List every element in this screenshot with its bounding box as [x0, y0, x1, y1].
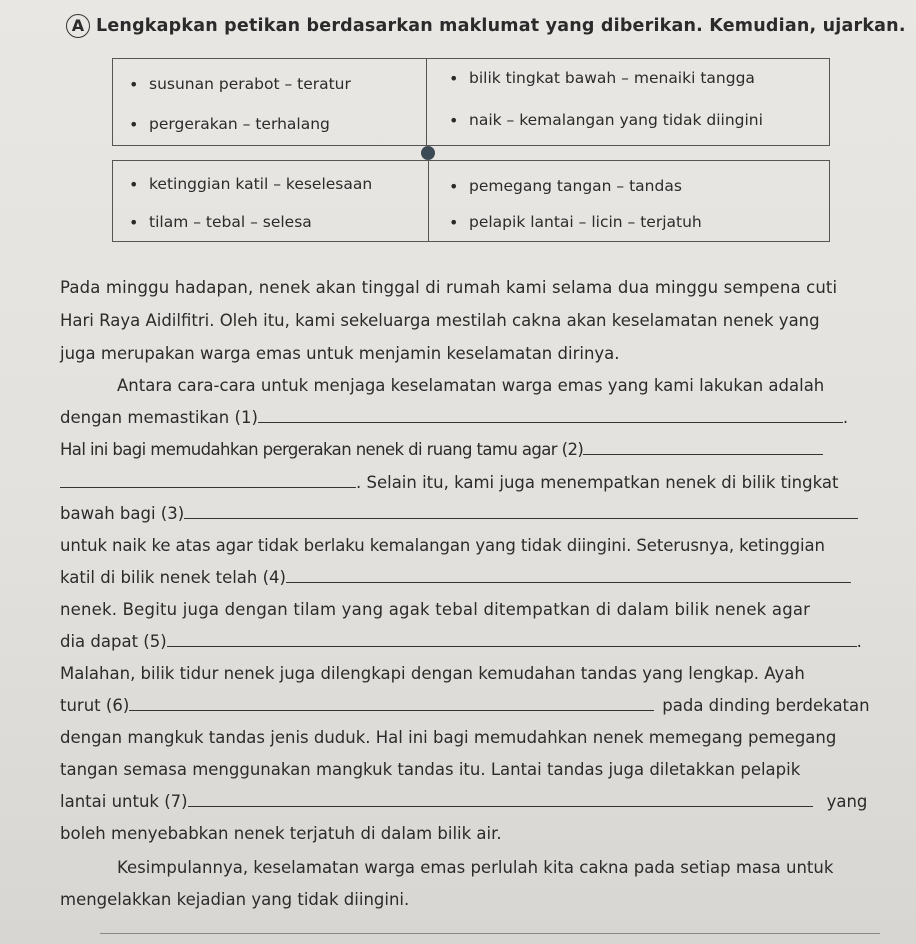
section-label: A	[66, 14, 90, 38]
passage-line: boleh menyebabkan nenek terjatuh di dalam bilik air.	[60, 824, 502, 843]
passage-line	[60, 504, 858, 523]
passage-text: Hal ini bagi memudahkan pergerakan nenek di ruang tamu agar (2)	[60, 440, 584, 459]
info-item: • ketinggian katil – keselesaan	[149, 175, 372, 193]
passage-line	[60, 568, 851, 587]
answer-blank-6[interactable]	[129, 696, 654, 711]
exercise-heading	[66, 14, 906, 38]
binding-hole	[421, 146, 435, 160]
next-box-edge	[100, 933, 880, 934]
box-divider	[428, 160, 429, 242]
passage-line: tangan semasa menggunakan mangkuk tandas itu. Lantai tandas juga diletakkan pelapik	[60, 760, 801, 779]
passage-text: yang	[826, 792, 868, 811]
passage-text: . Selain itu, kami juga menempatkan nenek di bilik tingkat	[356, 473, 839, 492]
passage-line	[60, 696, 870, 715]
answer-blank-2[interactable]	[583, 440, 823, 455]
passage-text: lantai untuk (7)	[60, 792, 188, 811]
info-box-bottom	[112, 160, 830, 242]
info-box-top	[112, 58, 830, 146]
answer-blank-7[interactable]	[188, 792, 813, 807]
answer-blank-5[interactable]	[167, 632, 857, 647]
info-item: • naik – kemalangan yang tidak diingini	[469, 111, 763, 129]
passage-text: dia dapat (5)	[60, 632, 167, 651]
info-item: • bilik tingkat bawah – menaiki tangga	[469, 69, 755, 87]
passage-text: katil di bilik nenek telah (4)	[60, 568, 286, 587]
answer-blank-4[interactable]	[286, 568, 851, 583]
passage-text: turut (6)	[60, 696, 130, 715]
passage-line: Antara cara-cara untuk menjaga keselamatan warga emas yang kami lakukan adalah	[117, 376, 825, 395]
passage-line	[60, 473, 838, 492]
answer-blank-1[interactable]	[258, 408, 843, 423]
info-item: • pelapik lantai – licin – terjatuh	[469, 213, 702, 231]
info-item: • susunan perabot – teratur	[149, 75, 351, 93]
box-divider	[426, 58, 427, 146]
passage-line: mengelakkan kejadian yang tidak diingini.	[60, 890, 410, 909]
passage-line: Hari Raya Aidilfitri. Oleh itu, kami sekeluarga mestilah cakna akan keselamatan nenek yang	[60, 311, 820, 330]
info-item: • tilam – tebal – selesa	[149, 213, 312, 231]
passage-line	[60, 440, 823, 459]
passage-line: juga merupakan warga emas untuk menjamin keselamatan dirinya.	[60, 344, 620, 363]
passage-line: Kesimpulannya, keselamatan warga emas perlulah kita cakna pada setiap masa untuk	[117, 858, 834, 877]
answer-blank-3[interactable]	[184, 504, 858, 519]
info-item: • pergerakan – terhalang	[149, 115, 330, 133]
passage-line: dengan memastikan (1) .	[60, 408, 849, 427]
passage-text: pada dinding berdekatan	[662, 696, 870, 715]
passage-line: Malahan, bilik tidur nenek juga dilengkapi dengan kemudahan tandas yang lengkap. Ayah	[60, 664, 805, 683]
passage-line: dia dapat (5) .	[60, 632, 862, 651]
passage-line: dengan mangkuk tandas jenis duduk. Hal ini bagi memudahkan nenek memegang pemegang	[60, 728, 837, 747]
passage-line	[60, 792, 867, 811]
passage-text: dengan memastikan (1)	[60, 408, 258, 427]
passage-text: bawah bagi (3)	[60, 504, 185, 523]
passage-line: nenek. Begitu juga dengan tilam yang agak tebal ditempatkan di dalam bilik nenek agar	[60, 600, 811, 619]
answer-blank-2-cont[interactable]	[60, 473, 356, 488]
info-item: • pemegang tangan – tandas	[469, 177, 682, 195]
instruction-text: Lengkapkan petikan berdasarkan maklumat yang diberikan. Kemudian, ujarkan.	[96, 16, 906, 36]
passage-line: Pada minggu hadapan, nenek akan tinggal di rumah kami selama dua minggu sempena cuti	[60, 278, 838, 297]
passage-line: untuk naik ke atas agar tidak berlaku kemalangan yang tidak diingini. Seterusnya, ketinggian	[60, 536, 825, 555]
